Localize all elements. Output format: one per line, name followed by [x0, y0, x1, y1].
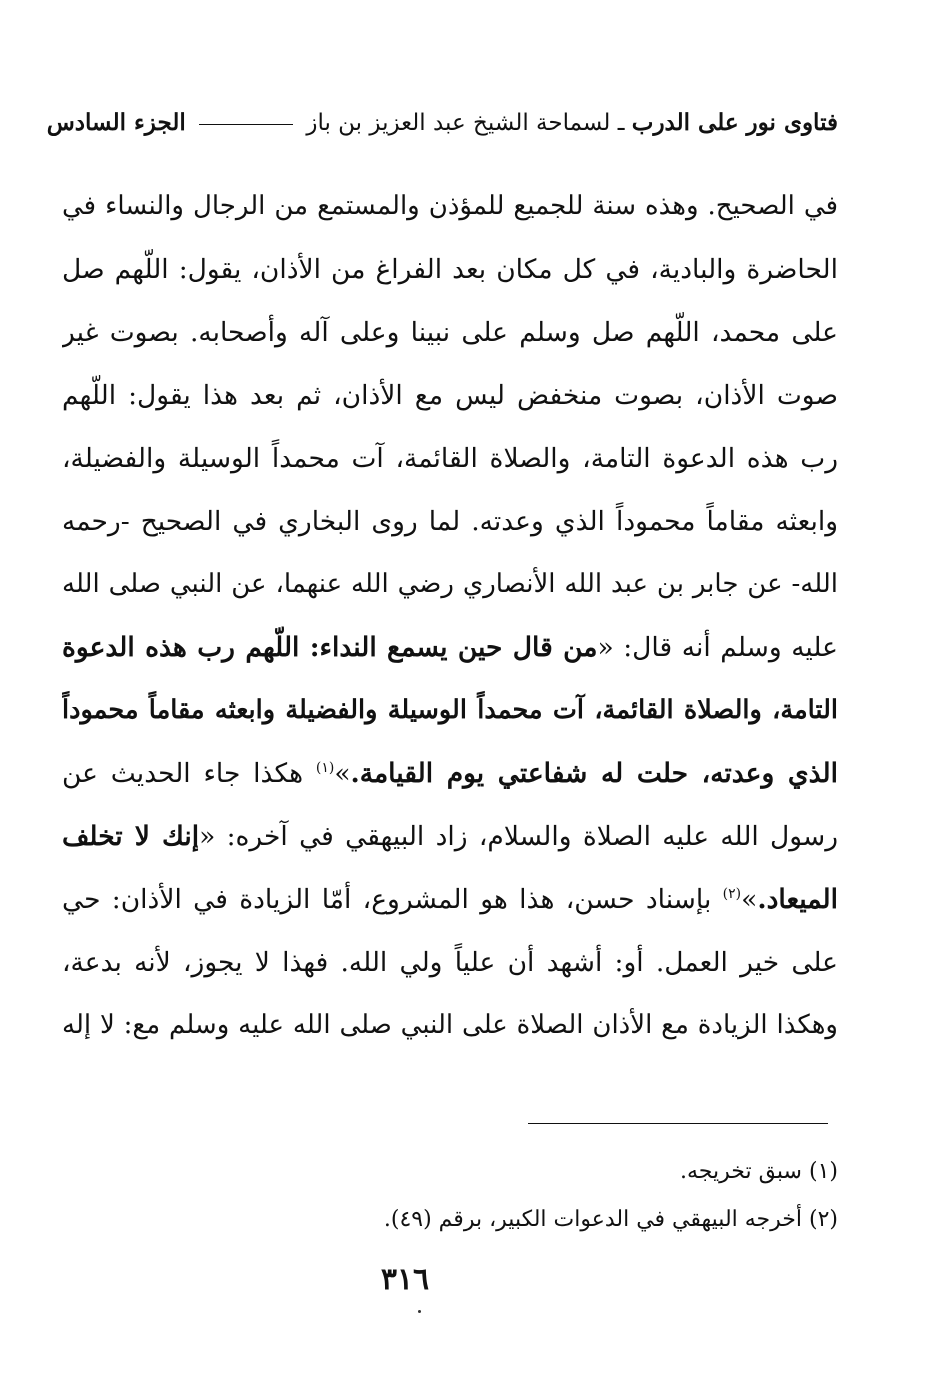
text-line: [62, 490, 838, 553]
text-segment: وهكذا الزيادة مع الأذان الصلاة على النبي صلى الله عليه وسلم مع: لا إله: [62, 1010, 838, 1040]
text-line: [62, 175, 838, 238]
hadith-quote: التامة، والصلاة القائمة، آت محمداً الوسيلة والفضيلة وابعثه مقاماً محموداً: [62, 695, 838, 725]
book-title: فتاوى نور على الدرب: [631, 109, 838, 136]
text-line: [62, 868, 838, 931]
footnotes: [62, 1148, 838, 1244]
text-segment: »: [334, 758, 351, 789]
hadith-quote: من قال حين يسمع النداء: اللّهم رب هذه الدعوة: [62, 632, 598, 663]
text-segment: على خير العمل. أو: أشهد أن علياً ولي الله. فهذا لا يجوز، لأنه بدعة،: [62, 947, 838, 978]
text-line: [62, 553, 838, 616]
running-header: [46, 103, 838, 143]
text-line: [62, 994, 838, 1057]
text-line: [62, 742, 838, 805]
main-text: [62, 175, 838, 1057]
text-segment: الحاضرة والبادية، في كل مكان بعد الفراغ من الأذان، يقول: اللّهم صل: [62, 254, 838, 285]
text-segment: في الصحيح. وهذه سنة للجميع للمؤذن والمستمع من الرجال والنساء في: [62, 191, 838, 221]
footnote-ref: (١): [315, 760, 335, 777]
text-line: [62, 931, 838, 994]
hadith-quote: الميعاد.: [757, 884, 838, 915]
text-line: [62, 679, 838, 742]
text-segment: الله- عن جابر بن عبد الله الأنصاري رضي الله عنهما، عن النبي صلى الله: [62, 569, 838, 599]
hadith-quote: إنك لا تخلف: [62, 821, 200, 852]
text-segment: رسول الله عليه الصلاة والسلام، زاد البيهقي في آخره: «: [199, 821, 838, 852]
text-segment: على محمد، اللّهم صل وسلم على نبينا وعلى آله وأصحابه. بصوت غير: [62, 317, 838, 348]
text-segment: عليه وسلم أنه قال: «: [597, 632, 838, 663]
author-name: ـ لسماحة الشيخ عبد العزيز بن باز: [306, 110, 625, 136]
hadith-quote: الذي وعدته، حلت له شفاعتي يوم القيامة.: [350, 758, 838, 789]
footnote-2: (٢) أخرجه البيهقي في الدعوات الكبير، برقم (٤٩).: [383, 1207, 838, 1232]
header-rule: [199, 124, 293, 125]
text-line: [62, 364, 838, 427]
text-line: [62, 805, 838, 868]
footnote-separator: [528, 1123, 828, 1124]
text-segment: صوت الأذان، بصوت منخفض ليس مع الأذان، ثم بعد هذا يقول: اللّهم: [62, 380, 838, 411]
footnote-1: (١) سبق تخريجه.: [680, 1159, 838, 1184]
text-line: [62, 301, 838, 364]
text-segment: هكذا جاء الحديث عن: [62, 758, 316, 789]
volume-part: الجزء السادس: [46, 109, 186, 136]
text-line: [62, 616, 838, 679]
text-line: [62, 427, 838, 490]
page-number: ٣١٦: [380, 1262, 430, 1297]
text-segment: بإسناد حسن، هذا هو المشروع، أمّا الزيادة في الأذان: حي: [62, 884, 723, 915]
text-segment: وابعثه مقاماً محموداً الذي وعدته. لما روى البخاري في الصحيح -رحمه: [62, 506, 838, 537]
footnote-ref: (٢): [722, 886, 742, 903]
scan-speck: [418, 1310, 421, 1313]
text-segment: رب هذه الدعوة التامة، والصلاة القائمة، آت محمداً الوسيلة والفضيلة،: [62, 443, 838, 474]
text-line: [62, 238, 838, 301]
text-segment: »: [741, 884, 758, 915]
